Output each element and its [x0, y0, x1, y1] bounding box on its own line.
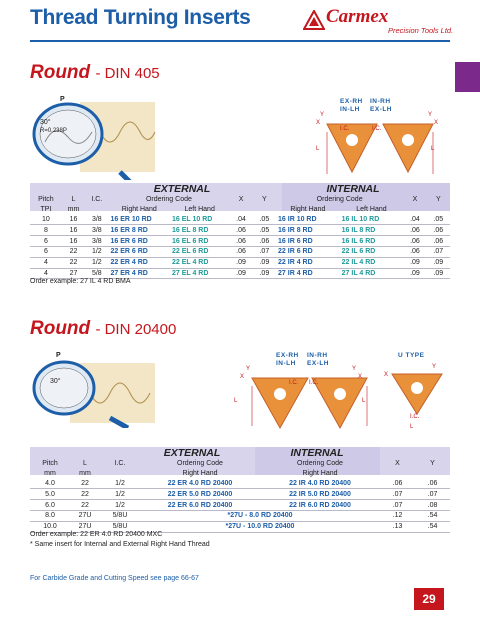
brand-name: Carmex	[326, 6, 389, 27]
diagram2-ic-1: I.C.	[289, 380, 299, 386]
diagram2-label-in-lh: IN-LH	[276, 360, 296, 367]
y-cell: .08	[415, 500, 450, 511]
col-tpi: TPI	[40, 206, 52, 214]
col-ordering-ext: Ordering Code	[145, 196, 192, 204]
table-row	[30, 500, 450, 511]
t2-col-right-int: Right Hand	[302, 470, 338, 478]
order-example-1: Order example: 27 IL 4 RD BMA	[30, 278, 131, 285]
int-right-code: 16 IR 8 RD	[276, 225, 340, 236]
shared-right-code: *27U - 8.0 RD 20400	[140, 510, 380, 521]
pitch-cell: 5.0	[30, 489, 70, 500]
table-row	[30, 215, 450, 225]
pitch-cell: 8	[30, 225, 62, 236]
table2-internal-heading: INTERNAL	[290, 447, 344, 459]
pitch-cell: 10	[30, 215, 62, 225]
diagram2-x-2: X	[358, 374, 363, 380]
diagram-l-1: L	[316, 146, 320, 152]
pitch-cell: 6	[30, 236, 62, 247]
ext-left-code: 22 EL 4 RD	[170, 257, 229, 268]
ext-right-code: 22 ER 6.0 RD 20400	[140, 500, 260, 511]
ext-right-code: 16 ER 10 RD	[108, 215, 170, 225]
pitch-label: P	[60, 96, 65, 103]
table-row	[30, 479, 450, 489]
t2-col-x: X	[395, 460, 400, 468]
radius-label: R=0.238P	[40, 128, 67, 134]
col-l: L	[71, 196, 76, 204]
ext-y: .05	[253, 225, 276, 236]
section2-title-sub: - DIN 20400	[95, 321, 177, 338]
diagram2-ic-2: I.C.	[309, 380, 319, 386]
diagram2-label-ex-lh: EX-LH	[307, 360, 329, 367]
footnote: * Same insert for Internal and External Right Hand Thread	[30, 541, 210, 548]
diagram2-l-2: L	[362, 398, 366, 404]
int-y: .06	[427, 225, 450, 236]
ext-left-code: 16 EL 8 RD	[170, 225, 229, 236]
section1-title	[30, 62, 160, 84]
y-cell: .54	[415, 521, 450, 532]
pitch-label-2: P	[56, 352, 61, 359]
ext-right-code: 22 ER 4.0 RD 20400	[140, 479, 260, 489]
diagram2-label-u-type: U TYPE	[398, 352, 425, 359]
table-row	[30, 510, 450, 521]
t2-col-l-mm: mm	[79, 470, 91, 478]
t2-col-ic: I.C.	[114, 460, 126, 468]
t2-col-right-ext: Right Hand	[182, 470, 218, 478]
ext-y: .07	[253, 246, 276, 257]
pitch-cell: 10.0	[30, 521, 70, 532]
table1-external-heading: EXTERNAL	[153, 183, 211, 195]
diagram-x-2: X	[434, 120, 439, 126]
brand-subtitle: Precision Tools Ltd.	[388, 26, 454, 35]
ic-cell: 3/8	[85, 215, 108, 225]
col-mm: mm	[67, 206, 80, 214]
ic-cell: 1/2	[100, 489, 140, 500]
col-ordering-int: Ordering Code	[316, 196, 363, 204]
diagram-y-2: Y	[428, 112, 433, 118]
diagram2-l-3: L	[410, 424, 414, 430]
int-y: .07	[427, 246, 450, 257]
int-x: .06	[403, 246, 426, 257]
int-y: .09	[427, 257, 450, 268]
int-right-code: 27 IR 4 RD	[276, 268, 340, 279]
diagram-l-2: L	[431, 146, 435, 152]
ic-cell: 5/8U	[100, 510, 140, 521]
int-x: .09	[403, 257, 426, 268]
x-cell: .07	[380, 489, 415, 500]
col-y-int: Y	[435, 196, 441, 204]
int-right-code: 22 IR 5.0 RD 20400	[260, 489, 380, 500]
col-right-ext: Right Hand	[121, 206, 157, 214]
page-title: Thread Turning Inserts	[30, 6, 251, 29]
int-left-code: 27 IL 4 RD	[340, 268, 404, 279]
int-left-code: 22 IL 6 RD	[340, 246, 404, 257]
insert-diagrams	[305, 112, 455, 178]
col-x-int: X	[412, 196, 418, 204]
int-right-code: 22 IR 4.0 RD 20400	[260, 479, 380, 489]
section2-title-main: Round	[30, 318, 91, 339]
diagram-label-ex-lh: EX-LH	[370, 106, 392, 113]
t2-col-y: Y	[430, 460, 435, 468]
y-cell: .54	[415, 510, 450, 521]
l-cell: 22	[70, 489, 100, 500]
ext-right-code: 27 ER 4 RD	[108, 268, 170, 279]
ext-left-code: 16 EL 6 RD	[170, 236, 229, 247]
ic-cell: 3/8	[85, 236, 108, 247]
l-cell: 27U	[70, 510, 100, 521]
thread-profile-illustration-2	[30, 348, 160, 428]
table-row	[30, 246, 450, 257]
footer-note: For Carbide Grade and Cutting Speed see page 66-67	[30, 575, 199, 582]
ext-right-code: 16 ER 8 RD	[108, 225, 170, 236]
ext-x: .04	[229, 215, 252, 225]
header-rule	[30, 40, 450, 42]
section2-title	[30, 318, 176, 340]
int-left-code: 16 IL 8 RD	[340, 225, 404, 236]
diagram-ic-2: I.C.	[372, 126, 382, 132]
int-left-code: 16 IL 10 RD	[340, 215, 404, 225]
table1	[30, 195, 450, 279]
pitch-cell: 4	[30, 257, 62, 268]
x-cell: .13	[380, 521, 415, 532]
int-left-code: 22 IL 4 RD	[340, 257, 404, 268]
ext-right-code: 22 ER 5.0 RD 20400	[140, 489, 260, 500]
table1-header-row-1	[30, 195, 450, 205]
col-x-ext: X	[238, 196, 244, 204]
page-number: 29	[414, 588, 444, 610]
ext-right-code: 22 ER 6 RD	[108, 246, 170, 257]
ic-cell: 1/2	[100, 500, 140, 511]
int-y: .09	[427, 268, 450, 279]
l-cell: 27U	[70, 521, 100, 532]
section-tab	[455, 62, 480, 92]
ext-right-code: 16 ER 6 RD	[108, 236, 170, 247]
l-cell: 27	[62, 268, 85, 279]
int-y: .05	[427, 215, 450, 225]
pitch-cell: 8.0	[30, 510, 70, 521]
ic-cell: 1/2	[85, 246, 108, 257]
y-cell: .06	[415, 479, 450, 489]
col-y-ext: Y	[262, 196, 267, 204]
int-x: .06	[403, 236, 426, 247]
section1-title-main: Round	[30, 62, 91, 83]
t2-col-l: L	[83, 460, 87, 468]
shared-right-code: *27U - 10.0 RD 20400	[140, 521, 380, 532]
int-right-code: 16 IR 10 RD	[276, 215, 340, 225]
t2-col-ordering-ext: Ordering Code	[177, 460, 223, 468]
x-cell: .07	[380, 500, 415, 511]
int-x: .04	[403, 215, 426, 225]
l-cell: 22	[62, 257, 85, 268]
diagram2-y-2: Y	[352, 366, 357, 372]
table-row	[30, 225, 450, 236]
col-right-int: Right Hand	[290, 206, 326, 214]
t2-col-mm: mm	[44, 470, 56, 478]
ext-x: .06	[229, 236, 252, 247]
pitch-cell: 4	[30, 268, 62, 279]
ic-cell: 5/8	[85, 268, 108, 279]
ext-left-code: 16 EL 10 RD	[170, 215, 229, 225]
ext-x: .09	[229, 257, 252, 268]
table2-external-heading: EXTERNAL	[163, 447, 221, 459]
ic-cell: 3/8	[85, 225, 108, 236]
pitch-cell: 6.0	[30, 500, 70, 511]
t2-col-pitch: Pitch	[42, 460, 58, 468]
ext-y: .05	[253, 215, 276, 225]
ext-x: .06	[229, 225, 252, 236]
table-row	[30, 236, 450, 247]
angle-label-2: 30°	[50, 378, 61, 385]
table2	[30, 459, 450, 533]
ext-x: .09	[229, 268, 252, 279]
angle-label: 30°	[40, 119, 51, 126]
t2-col-ordering-int: Ordering Code	[297, 460, 343, 468]
ext-left-code: 27 EL 4 RD	[170, 268, 229, 279]
ic-cell: 1/2	[85, 257, 108, 268]
ext-y: .09	[253, 268, 276, 279]
l-cell: 16	[62, 225, 85, 236]
y-cell: .07	[415, 489, 450, 500]
l-cell: 16	[62, 215, 85, 225]
int-x: .09	[403, 268, 426, 279]
ext-y: .06	[253, 236, 276, 247]
diagram-ic-1: I.C.	[340, 126, 350, 132]
x-cell: .12	[380, 510, 415, 521]
int-y: .06	[427, 236, 450, 247]
ext-right-code: 22 ER 4 RD	[108, 257, 170, 268]
col-ic: I.C.	[91, 196, 103, 204]
diagram2-label-ex-rh: EX-RH	[276, 352, 299, 359]
diagram-x-1: X	[316, 120, 321, 126]
l-cell: 16	[62, 236, 85, 247]
l-cell: 22	[70, 500, 100, 511]
diagram-label-ex-rh: EX-RH	[340, 98, 363, 105]
ext-left-code: 22 EL 6 RD	[170, 246, 229, 257]
diagram2-l-1: L	[234, 398, 238, 404]
carmex-logo-icon	[303, 10, 325, 30]
diagram2-x-3: X	[384, 372, 389, 378]
int-x: .06	[403, 225, 426, 236]
insert-diagrams-2	[232, 366, 452, 436]
thread-profile-illustration	[30, 92, 160, 180]
int-left-code: 16 IL 6 RD	[340, 236, 404, 247]
l-cell: 22	[62, 246, 85, 257]
diagram-y-1: Y	[320, 112, 325, 118]
l-cell: 22	[70, 479, 100, 489]
table1-header-row-2	[30, 205, 450, 215]
diagram2-label-in-rh: IN-RH	[307, 352, 328, 359]
table-row	[30, 257, 450, 268]
int-right-code: 22 IR 6.0 RD 20400	[260, 500, 380, 511]
diagram2-y-1: Y	[246, 366, 251, 372]
ic-cell: 5/8U	[100, 521, 140, 532]
ic-cell: 1/2	[100, 479, 140, 489]
table-row	[30, 489, 450, 500]
section1-title-sub: - DIN 405	[95, 65, 160, 82]
diagram2-x-1: X	[240, 374, 245, 380]
int-right-code: 22 IR 4 RD	[276, 257, 340, 268]
col-left-ext: Left Hand	[184, 206, 215, 214]
order-example-2: Order example: 22 ER 4.0 RD 20400 MXC	[30, 531, 163, 538]
table1-internal-heading: INTERNAL	[326, 183, 380, 195]
diagram-label-in-lh: IN-LH	[340, 106, 360, 113]
ext-x: .06	[229, 246, 252, 257]
col-left-int: Left Hand	[356, 206, 387, 214]
x-cell: .06	[380, 479, 415, 489]
int-right-code: 22 IR 6 RD	[276, 246, 340, 257]
pitch-cell: 4.0	[30, 479, 70, 489]
ext-y: .09	[253, 257, 276, 268]
diagram-label-in-rh: IN-RH	[370, 98, 391, 105]
diagram2-ic-3: I.C.	[410, 414, 420, 420]
diagram2-y-3: Y	[432, 364, 437, 370]
int-right-code: 16 IR 6 RD	[276, 236, 340, 247]
pitch-cell: 6	[30, 246, 62, 257]
col-pitch: Pitch	[38, 196, 54, 204]
